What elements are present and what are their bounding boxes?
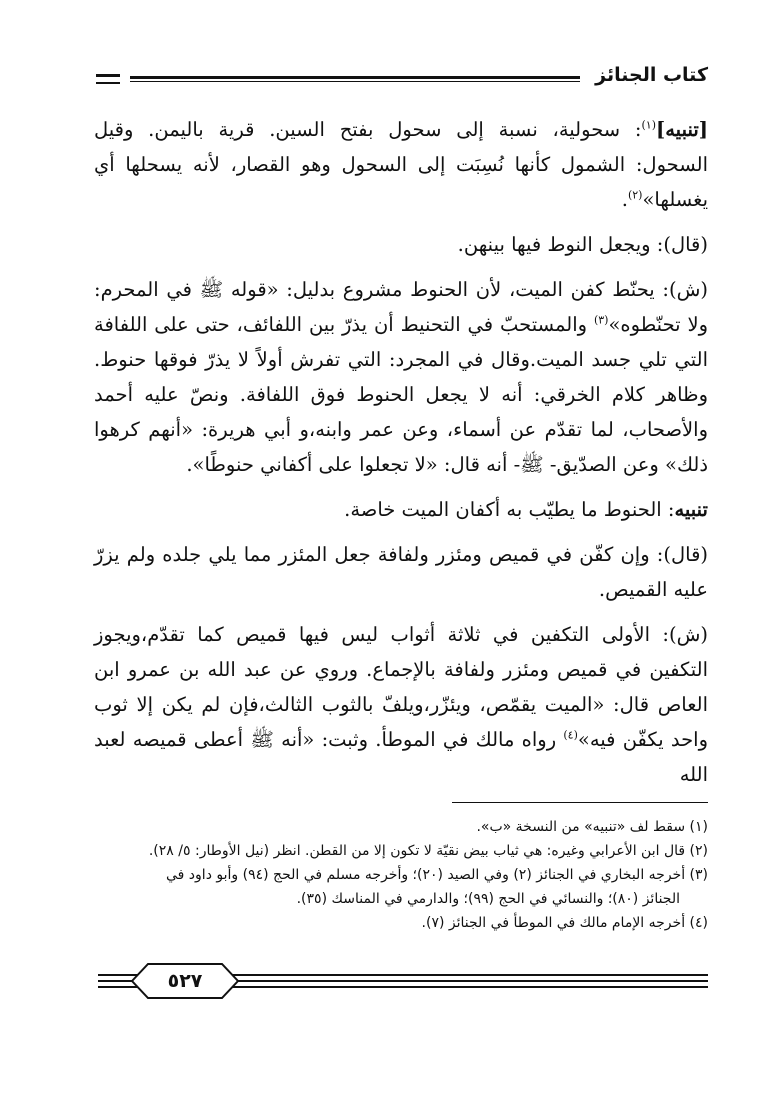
paragraph-text-cont: والمستحبّ في التحنيط أن يذرّ بين اللفائف، حتى على اللفافة التي تلي جسد الميت.وقال في المجرد: التي تفرش أولاً لا يذرّ فوقها حنوط. وظاهر كلام الخرقي: أنه لا يجعل الحنوط فوق اللفافة. ونصّ عليه أحمد والأصحاب، لما تقدّم عن أسماء، وعن عمر وابنه،و أبي هريرة: «أنهم كرهوا ذلك» وعن الصدّيق- ﷺ- أنه قال: «لا تجعلوا على أكفاني حنوطًا». [94, 313, 708, 476]
paragraph-tail: . [621, 188, 628, 211]
header-rule [130, 76, 580, 82]
paragraph-1 [94, 112, 708, 217]
footnotes [94, 815, 708, 935]
paragraph-text: (ش): الأولى التكفين في ثلاثة أثواب ليس فيها قميص كما تقدّم،ويجوز التكفين في قميص ومئزر ولفافة بالإجماع. وروي عن عبد الله بن عمرو ابن العاص قال: «الميت يقمّص، ويئزّر،ويلفّ بالثوب الثالث،فإن لم يكن إلا ثوب واحد يكفّن فيه» [94, 623, 708, 751]
paragraph-text: (ش): يحنّط كفن الميت، لأن الحنوط مشروع بدليل: «قوله ﷺ في المحرم: ولا تحنّطوه» [94, 278, 708, 336]
footnote-4: (٤) أخرجه الإمام مالك في الموطأ في الجنائز (٧). [421, 915, 708, 931]
running-header [96, 62, 708, 96]
paragraph-4 [94, 492, 708, 527]
footnote-ref: (١) [641, 118, 656, 132]
paragraph-text: : الحنوط ما يطيّب به أكفان الميت خاصة. [344, 498, 675, 521]
header-ornament [96, 74, 120, 84]
paragraph-text: (قال): وإن كفّن في قميص ومئزر ولفافة جعل المئزر مما يلي جلده ولم يزرّ عليه القميص. [94, 543, 708, 601]
main-text [94, 112, 708, 802]
paragraph-3 [94, 272, 708, 482]
paragraph-5 [94, 537, 708, 607]
footnote-separator [452, 802, 708, 803]
page-number: ٥٢٧ [167, 970, 203, 992]
paragraph-text-cont: رواه مالك في الموطأ. وثبت: «أنه ﷺ أعطى قميصه لعبد الله [94, 728, 708, 786]
footnote-1: (١) سقط لف «تنبيه» من النسخة «ب». [476, 819, 708, 835]
paragraph-text: (قال): ويجعل النوط فيها بينهن. [457, 233, 708, 256]
page-number-badge [130, 962, 240, 1000]
footnote-ref: (٣) [593, 313, 609, 327]
notice-label: تنبيه [674, 498, 708, 521]
page-footer [98, 962, 708, 1004]
paragraph-text: : سحولية، نسبة إلى سحول بفتح السين. قرية باليمن. وقيل السحول: الشمول كأنها نُسِبَت إلى السحول وهو القصار، لأنه يسحلها أي يغسلها» [94, 118, 708, 211]
chapter-title: كتاب الجنائز [595, 64, 708, 86]
notice-label: [تنبيه] [656, 118, 708, 141]
footnote-3-continued: الجنائز (٨٠)؛ والنسائي في الحج (٩٩)؛ والدارمي في المناسك (٣٥). [296, 891, 680, 907]
paragraph-6 [94, 617, 708, 792]
footnote-3: (٣) أخرجه البخاري في الجنائز (٢) وفي الصيد (٢٠)؛ وأخرجه مسلم في الحج (٩٤) وأبو داود في [166, 867, 708, 883]
paragraph-2 [94, 227, 708, 262]
footnote-ref: (٤) [563, 728, 578, 742]
footnote-2: (٢) قال ابن الأعرابي وغيره: هي ثياب بيض نقيّة لا تكون إلا من القطن. انظر (نيل الأوطار: ٥/ ٢٨). [148, 843, 708, 859]
footnote-ref: (٢) [627, 188, 643, 202]
